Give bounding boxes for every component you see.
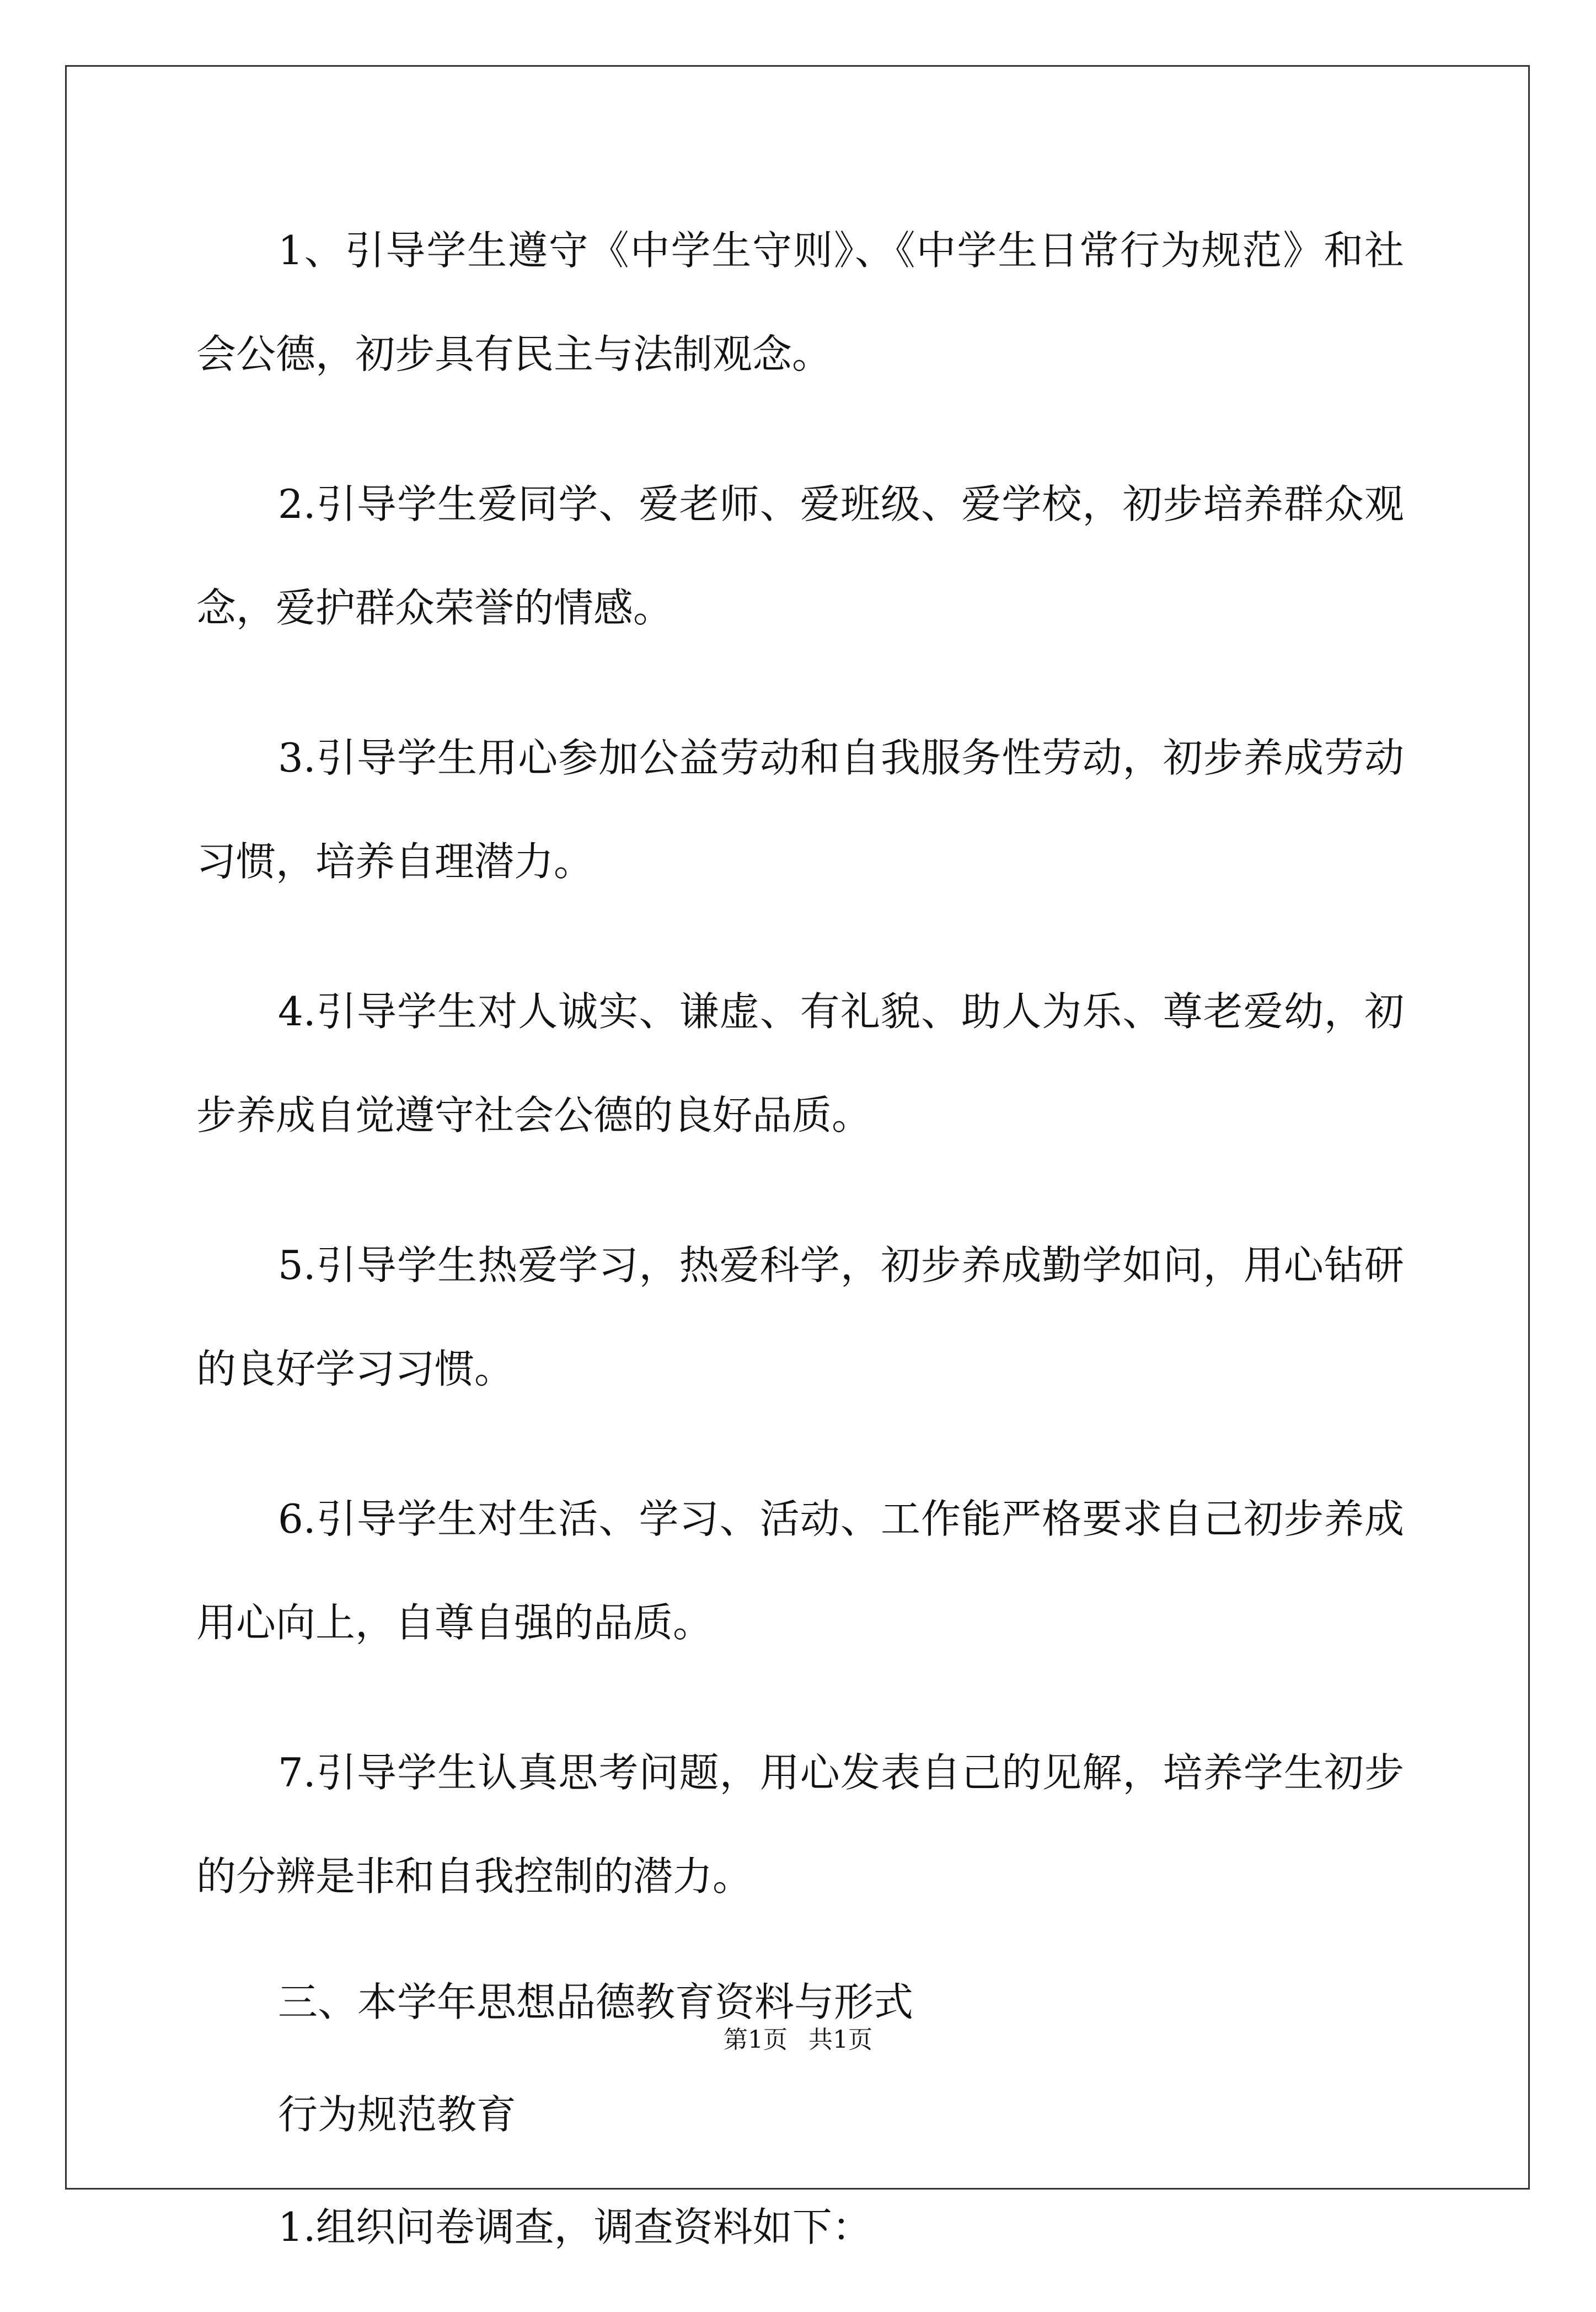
page-footer [0, 2020, 1596, 2055]
document-body [196, 199, 1404, 2312]
subsection-heading: 行为规范教育 [278, 2091, 517, 2138]
section-heading: 三、本学年思想品德教育资料与形式 [278, 1979, 914, 2025]
paragraph-1: 1、引导学生遵守《中学生守则》、《中学生日常行为规范》和社会公德，初步具有民主与法制观念。 [196, 227, 1404, 377]
paragraph-3: 3.引导学生用心参加公益劳动和自我服务性劳动，初步养成劳动习惯，培养自理潜力。 [196, 735, 1404, 885]
paragraph-5: 5.引导学生热爱学习，热爱科学，初步养成勤学如问，用心钻研的良好学习习惯。 [196, 1242, 1404, 1392]
paragraph-4: 4.引导学生对人诚实、谦虚、有礼貌、助人为乐、尊老爱幼，初步养成自觉遵守社会公德的良好品质。 [196, 988, 1404, 1138]
page-number: 第1页 [724, 2026, 788, 2054]
paragraph-2: 2.引导学生爱同学、爱老师、爱班级、爱学校，初步培养群众观念，爱护群众荣誉的情感。 [196, 481, 1404, 631]
paragraph-7: 7.引导学生认真思考问题，用心发表自己的见解，培养学生初步的分辨是非和自我控制的潜力。 [196, 1749, 1404, 1899]
paragraph-survey: 1.组织问卷调查，调查资料如下： [278, 2204, 872, 2250]
paragraph-6: 6.引导学生对生活、学习、活动、工作能严格要求自己初步养成用心向上，自尊自强的品质。 [196, 1496, 1404, 1646]
page-total: 共1页 [808, 2026, 872, 2054]
